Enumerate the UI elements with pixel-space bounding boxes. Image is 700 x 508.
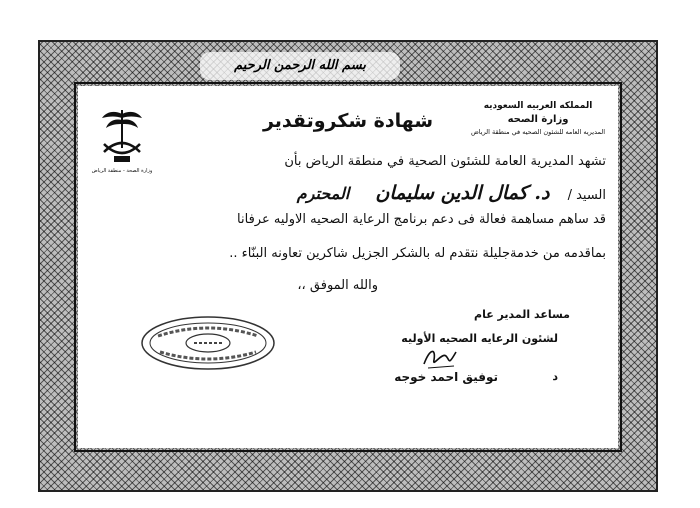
certificate-title: شهادة شكروتقدير (262, 110, 434, 132)
signatory-department: لشئون الرعايه الصحيه الأوليه (401, 332, 558, 345)
ministry-header (468, 100, 608, 138)
official-stamp-icon (138, 314, 278, 372)
signatory-title: مساعد المدير عام (474, 308, 570, 321)
basmala-header: بسم الله الرحمن الرحيم (200, 52, 400, 80)
body-line-1: تشهد المديرية العامة للشئون الصحية في منطقة الرياض بأن (284, 154, 606, 169)
emblem-caption: وزارة الصحة - منطقة الرياض (91, 168, 153, 174)
ministry-directorate: المديريه العامه للشئون الصحيه في منطقة الرياض (470, 128, 606, 136)
recipient-name: د. كمال الدين سليمان (375, 182, 550, 204)
ministry-country: المملكه العربيه السعوديه (483, 101, 593, 111)
honorific: المحترم (296, 184, 350, 203)
recipient-line (297, 182, 606, 204)
signatory-name: توفيق احمد خوجه (394, 370, 498, 384)
signature-icon (420, 342, 460, 372)
body-line-3: قد ساهم مساهمة فعالة فى دعم برنامج الرعاية الصحيه الاوليه عرفانا (237, 212, 606, 227)
saudi-emblem-icon (96, 104, 148, 168)
body-line-4: بماقدمه من خدمةجليلة نتقدم له بالشكر الجزيل شاكرين تعاونه البنّاء .. (229, 246, 606, 261)
certificate-content (78, 86, 618, 448)
closing-line: والله الموفق ،، (297, 278, 378, 293)
signatory-prefix: د (552, 370, 558, 383)
ministry-name: وزارة الصحه (507, 114, 569, 125)
salutation: السيد / (567, 188, 606, 203)
